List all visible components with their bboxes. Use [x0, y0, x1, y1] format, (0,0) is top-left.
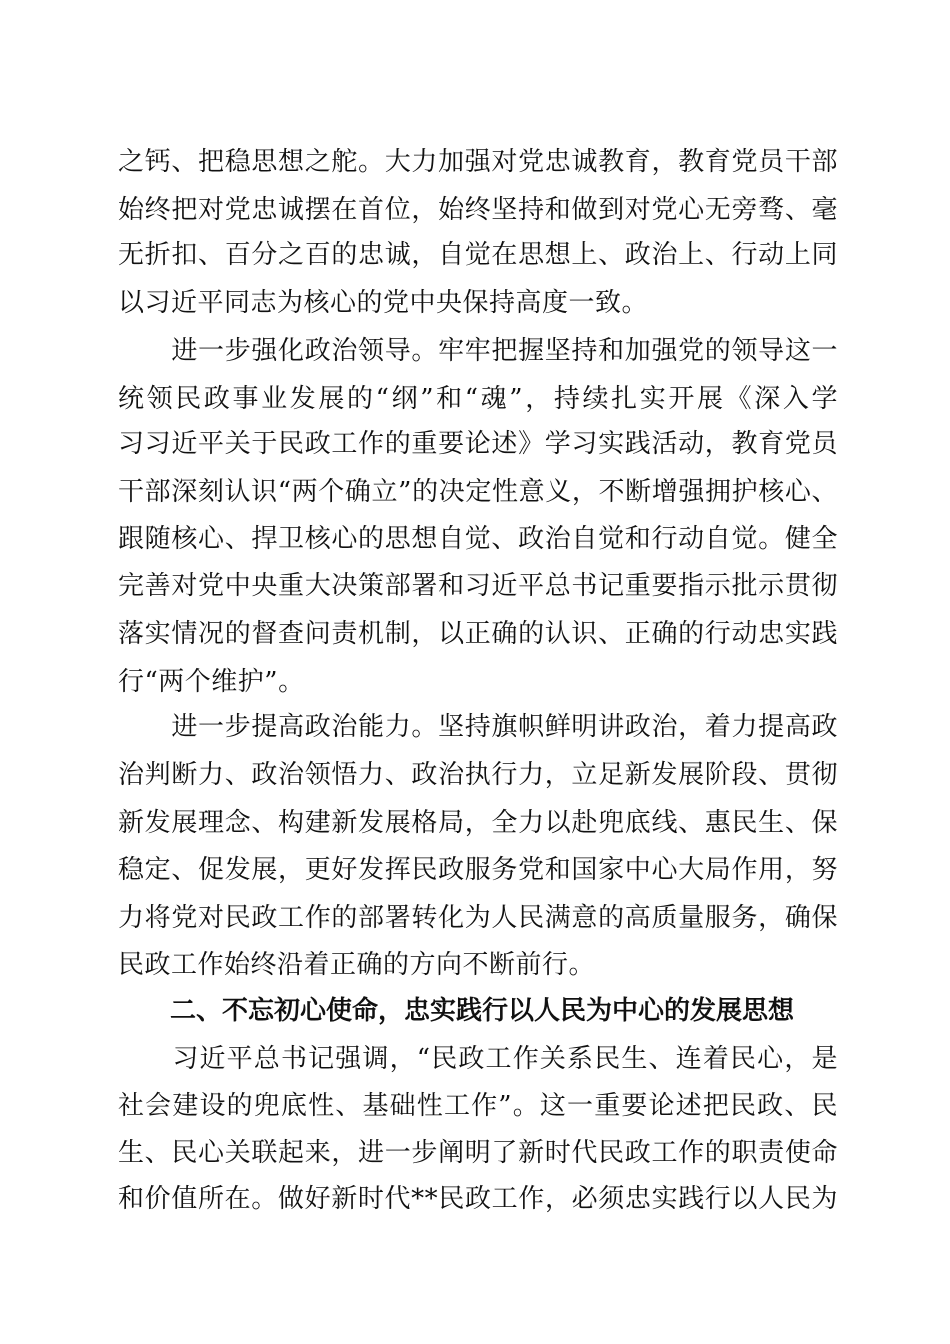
text-line: 新发展理念、构建新发展格局，全力以赴兜底线、惠民生、保 [118, 808, 838, 838]
text-line: 统领民政事业发展的“纲”和“魂”，持续扎实开展《深入学 [118, 384, 838, 414]
text-line: 以习近平同志为核心的党中央保持高度一致。 [118, 288, 649, 318]
text-line: 干部深刻认识“两个确立”的决定性意义，不断增强拥护核心、 [118, 477, 838, 507]
text-line: 跟随核心、捍卫核心的思想自觉、政治自觉和行动自觉。健全 [118, 524, 838, 554]
section-heading: 二、不忘初心使命，忠实践行以人民为中心的发展思想 [118, 996, 795, 1026]
paragraph-start-line: 习近平总书记强调，“民政工作关系民生、连着民心，是 [118, 1044, 838, 1074]
text-line: 生、民心关联起来，进一步阐明了新时代民政工作的职责使命 [118, 1138, 838, 1168]
text-line: 习习近平关于民政工作的重要论述》学习实践活动，教育党员 [118, 429, 838, 459]
text-line: 落实情况的督查问责机制，以正确的认识、正确的行动忠实践 [118, 619, 838, 649]
text-line: 始终把对党忠诚摆在首位，始终坚持和做到对党心无旁骛、毫 [118, 195, 838, 225]
paragraph-start-line: 进一步强化政治领导。牢牢把握坚持和加强党的领导这一 [118, 336, 838, 366]
text-line: 社会建设的兜底性、基础性工作”。这一重要论述把民政、民 [118, 1091, 838, 1121]
text-line: 力将党对民政工作的部署转化为人民满意的高质量服务，确保 [118, 903, 838, 933]
text-line: 无折扣、百分之百的忠诚，自觉在思想上、政治上、行动上同 [118, 240, 838, 270]
text-line: 民政工作始终沿着正确的方向不断前行。 [118, 950, 596, 980]
paragraph-start-line: 进一步提高政治能力。坚持旗帜鲜明讲政治，着力提高政 [118, 712, 838, 742]
text-line: 之钙、把稳思想之舵。大力加强对党忠诚教育，教育党员干部 [118, 147, 838, 177]
text-line: 治判断力、政治领悟力、政治执行力，立足新发展阶段、贯彻 [118, 760, 838, 790]
text-line: 稳定、促发展，更好发挥民政服务党和国家中心大局作用，努 [118, 855, 838, 885]
text-line: 完善对党中央重大决策部署和习近平总书记重要指示批示贯彻 [118, 571, 838, 601]
text-line: 行“两个维护”。 [118, 667, 305, 697]
text-line: 和价值所在。做好新时代**民政工作，必须忠实践行以人民为 [118, 1184, 838, 1214]
